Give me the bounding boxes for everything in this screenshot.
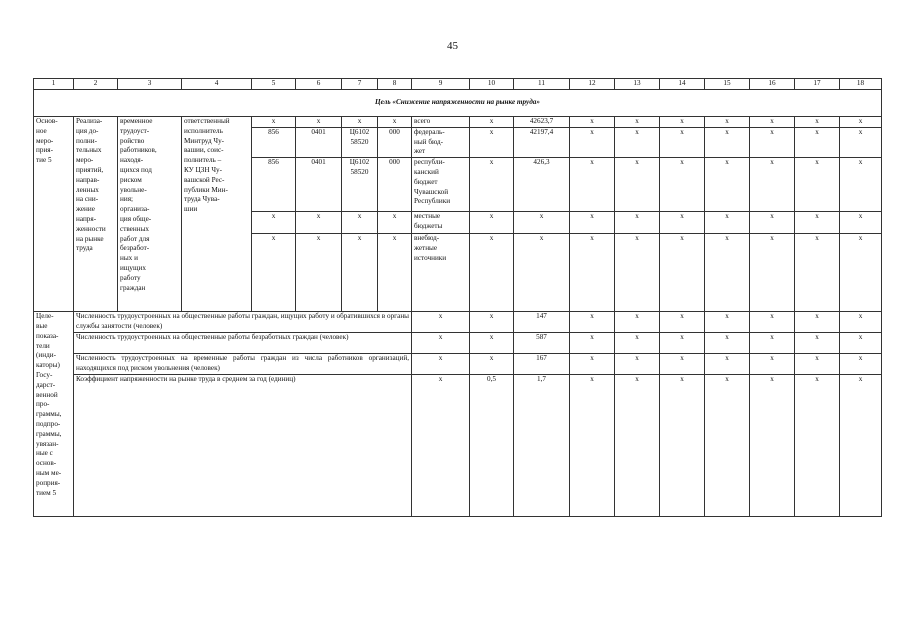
cell-source: внебюд- жетные источники — [412, 234, 470, 312]
header-col-1: 1 — [34, 79, 74, 90]
cell: x — [615, 158, 660, 212]
indicator-row — [34, 354, 882, 375]
cell: x — [615, 117, 660, 128]
cell: x — [660, 312, 705, 333]
indicator-text: Численность трудоустроенных на временные работы граждан из числа работников организаций, находящихся под риском увольнения (человек) — [74, 354, 412, 375]
cell: 167 — [514, 354, 570, 375]
cell: x — [470, 212, 514, 234]
goal-row — [34, 90, 882, 117]
cell: 0,5 — [470, 375, 514, 517]
cell: x — [615, 212, 660, 234]
cell: x — [750, 158, 795, 212]
cell: x — [705, 333, 750, 354]
indicator-row — [34, 312, 882, 333]
cell: x — [705, 117, 750, 128]
cell: x — [378, 212, 412, 234]
indicator-row — [34, 333, 882, 354]
header-col-6: 6 — [296, 79, 342, 90]
cell: x — [750, 354, 795, 375]
cell: 0401 — [296, 127, 342, 157]
cell: x — [705, 375, 750, 517]
cell: x — [705, 127, 750, 157]
cell-source: республи- канский бюджет Чувашской Республики — [412, 158, 470, 212]
header-col-16: 16 — [750, 79, 795, 90]
header-col-13: 13 — [615, 79, 660, 90]
cell: x — [750, 212, 795, 234]
activity-type: Основ- ное меро- прия- тие 5 — [34, 117, 74, 312]
cell: x — [470, 333, 514, 354]
header-col-11: 11 — [514, 79, 570, 90]
cell: x — [795, 127, 840, 157]
cell: 147 — [514, 312, 570, 333]
indicator-text: Коэффициент напряженности на рынке труда в среднем за год (единиц) — [74, 375, 412, 517]
goal-title: Цель «Снижение напряженности на рынке труда» — [34, 90, 882, 117]
header-col-15: 15 — [705, 79, 750, 90]
cell: x — [570, 234, 615, 312]
cell: x — [840, 212, 882, 234]
cell: x — [795, 312, 840, 333]
header-col-5: 5 — [252, 79, 296, 90]
cell: x — [615, 333, 660, 354]
cell: 587 — [514, 333, 570, 354]
header-col-8: 8 — [378, 79, 412, 90]
cell: Ц6102 58520 — [342, 158, 378, 212]
cell: x — [296, 212, 342, 234]
cell: x — [514, 212, 570, 234]
cell: x — [412, 312, 470, 333]
cell: x — [660, 212, 705, 234]
header-col-17: 17 — [795, 79, 840, 90]
funding-row — [34, 117, 882, 128]
cell: x — [570, 333, 615, 354]
program-table — [33, 78, 882, 517]
cell: x — [570, 127, 615, 157]
cell: x — [296, 117, 342, 128]
cell: 856 — [252, 158, 296, 212]
cell: x — [570, 158, 615, 212]
cell: 426,3 — [514, 158, 570, 212]
cell-source: всего — [412, 117, 470, 128]
cell: x — [378, 117, 412, 128]
cell: x — [470, 117, 514, 128]
indicator-text: Численность трудоустроенных на общественные работы граждан, ищущих работу и обратившихся в органы службы занятости (человек) — [74, 312, 412, 333]
cell: x — [615, 375, 660, 517]
cell: x — [840, 333, 882, 354]
header-col-4: 4 — [182, 79, 252, 90]
cell: x — [378, 234, 412, 312]
cell: x — [750, 333, 795, 354]
cell: 42197,4 — [514, 127, 570, 157]
header-col-12: 12 — [570, 79, 615, 90]
cell: x — [615, 127, 660, 157]
cell: 000 — [378, 158, 412, 212]
cell: x — [412, 375, 470, 517]
cell: x — [750, 312, 795, 333]
cell: x — [470, 312, 514, 333]
cell: x — [252, 234, 296, 312]
cell: x — [660, 127, 705, 157]
cell: x — [412, 333, 470, 354]
cell: x — [570, 375, 615, 517]
cell: x — [470, 127, 514, 157]
cell: x — [840, 354, 882, 375]
activity-executor: ответственный исполнитель Минтруд Чу- вашии, соис- полнитель – КУ ЦЗН Чу- вашской Рес- публики Мин- труда Чува- шии — [182, 117, 252, 312]
cell: x — [660, 354, 705, 375]
cell: x — [750, 234, 795, 312]
cell: x — [660, 333, 705, 354]
cell: x — [570, 212, 615, 234]
header-col-18: 18 — [840, 79, 882, 90]
cell: x — [705, 212, 750, 234]
header-col-9: 9 — [412, 79, 470, 90]
cell: x — [252, 117, 296, 128]
header-row — [34, 79, 882, 90]
cell: x — [705, 354, 750, 375]
header-col-3: 3 — [118, 79, 182, 90]
cell: x — [840, 117, 882, 128]
indicators-label: Целе- вые показа- тели (инди- каторы) Госу- дарст- венной про- граммы, подпро- граммы, увязан- ные с основ- ным ме- роприя- тием 5 — [34, 312, 74, 517]
header-col-7: 7 — [342, 79, 378, 90]
cell: x — [570, 312, 615, 333]
cell: x — [750, 375, 795, 517]
header-col-10: 10 — [470, 79, 514, 90]
indicator-row — [34, 375, 882, 517]
cell: x — [660, 158, 705, 212]
cell: x — [615, 234, 660, 312]
activity-tasks: временное трудоуст- ройство работников, находя- щихся под риском увольне- ния; организа- ция обще- ственных работ для безработ- ных и ищущих работу граждан — [118, 117, 182, 312]
cell: 1,7 — [514, 375, 570, 517]
cell: 0401 — [296, 158, 342, 212]
cell: Ц6102 58520 — [342, 127, 378, 157]
cell: x — [342, 212, 378, 234]
cell: x — [252, 212, 296, 234]
cell: 856 — [252, 127, 296, 157]
cell: x — [342, 117, 378, 128]
cell: x — [840, 375, 882, 517]
cell: x — [705, 234, 750, 312]
header-col-14: 14 — [660, 79, 705, 90]
indicator-text: Численность трудоустроенных на общественные работы безработных граждан (человек) — [74, 333, 412, 354]
cell: x — [795, 117, 840, 128]
cell: x — [795, 333, 840, 354]
cell: x — [615, 312, 660, 333]
cell: x — [795, 234, 840, 312]
cell: x — [660, 117, 705, 128]
cell: 000 — [378, 127, 412, 157]
page-number: 45 — [447, 40, 458, 52]
cell: x — [795, 158, 840, 212]
activity-name: Реализа- ция до- полни- тельных меро- приятий, направ- ленных на сни- жение напря- женности на рынке труда — [74, 117, 118, 312]
cell: x — [660, 375, 705, 517]
cell: x — [840, 312, 882, 333]
cell: x — [660, 234, 705, 312]
cell-source: местные бюджеты — [412, 212, 470, 234]
cell: x — [840, 234, 882, 312]
cell: x — [470, 234, 514, 312]
cell: x — [470, 158, 514, 212]
cell: 42623,7 — [514, 117, 570, 128]
cell-source: федераль- ный бюд- жет — [412, 127, 470, 157]
cell: x — [296, 234, 342, 312]
cell: x — [342, 234, 378, 312]
cell: x — [615, 354, 660, 375]
cell: x — [514, 234, 570, 312]
cell: x — [750, 117, 795, 128]
cell: x — [412, 354, 470, 375]
cell: x — [840, 158, 882, 212]
cell: x — [795, 375, 840, 517]
cell: x — [705, 158, 750, 212]
cell: x — [470, 354, 514, 375]
cell: x — [570, 354, 615, 375]
cell: x — [795, 354, 840, 375]
header-col-2: 2 — [74, 79, 118, 90]
cell: x — [570, 117, 615, 128]
cell: x — [750, 127, 795, 157]
cell: x — [840, 127, 882, 157]
cell: x — [795, 212, 840, 234]
cell: x — [705, 312, 750, 333]
